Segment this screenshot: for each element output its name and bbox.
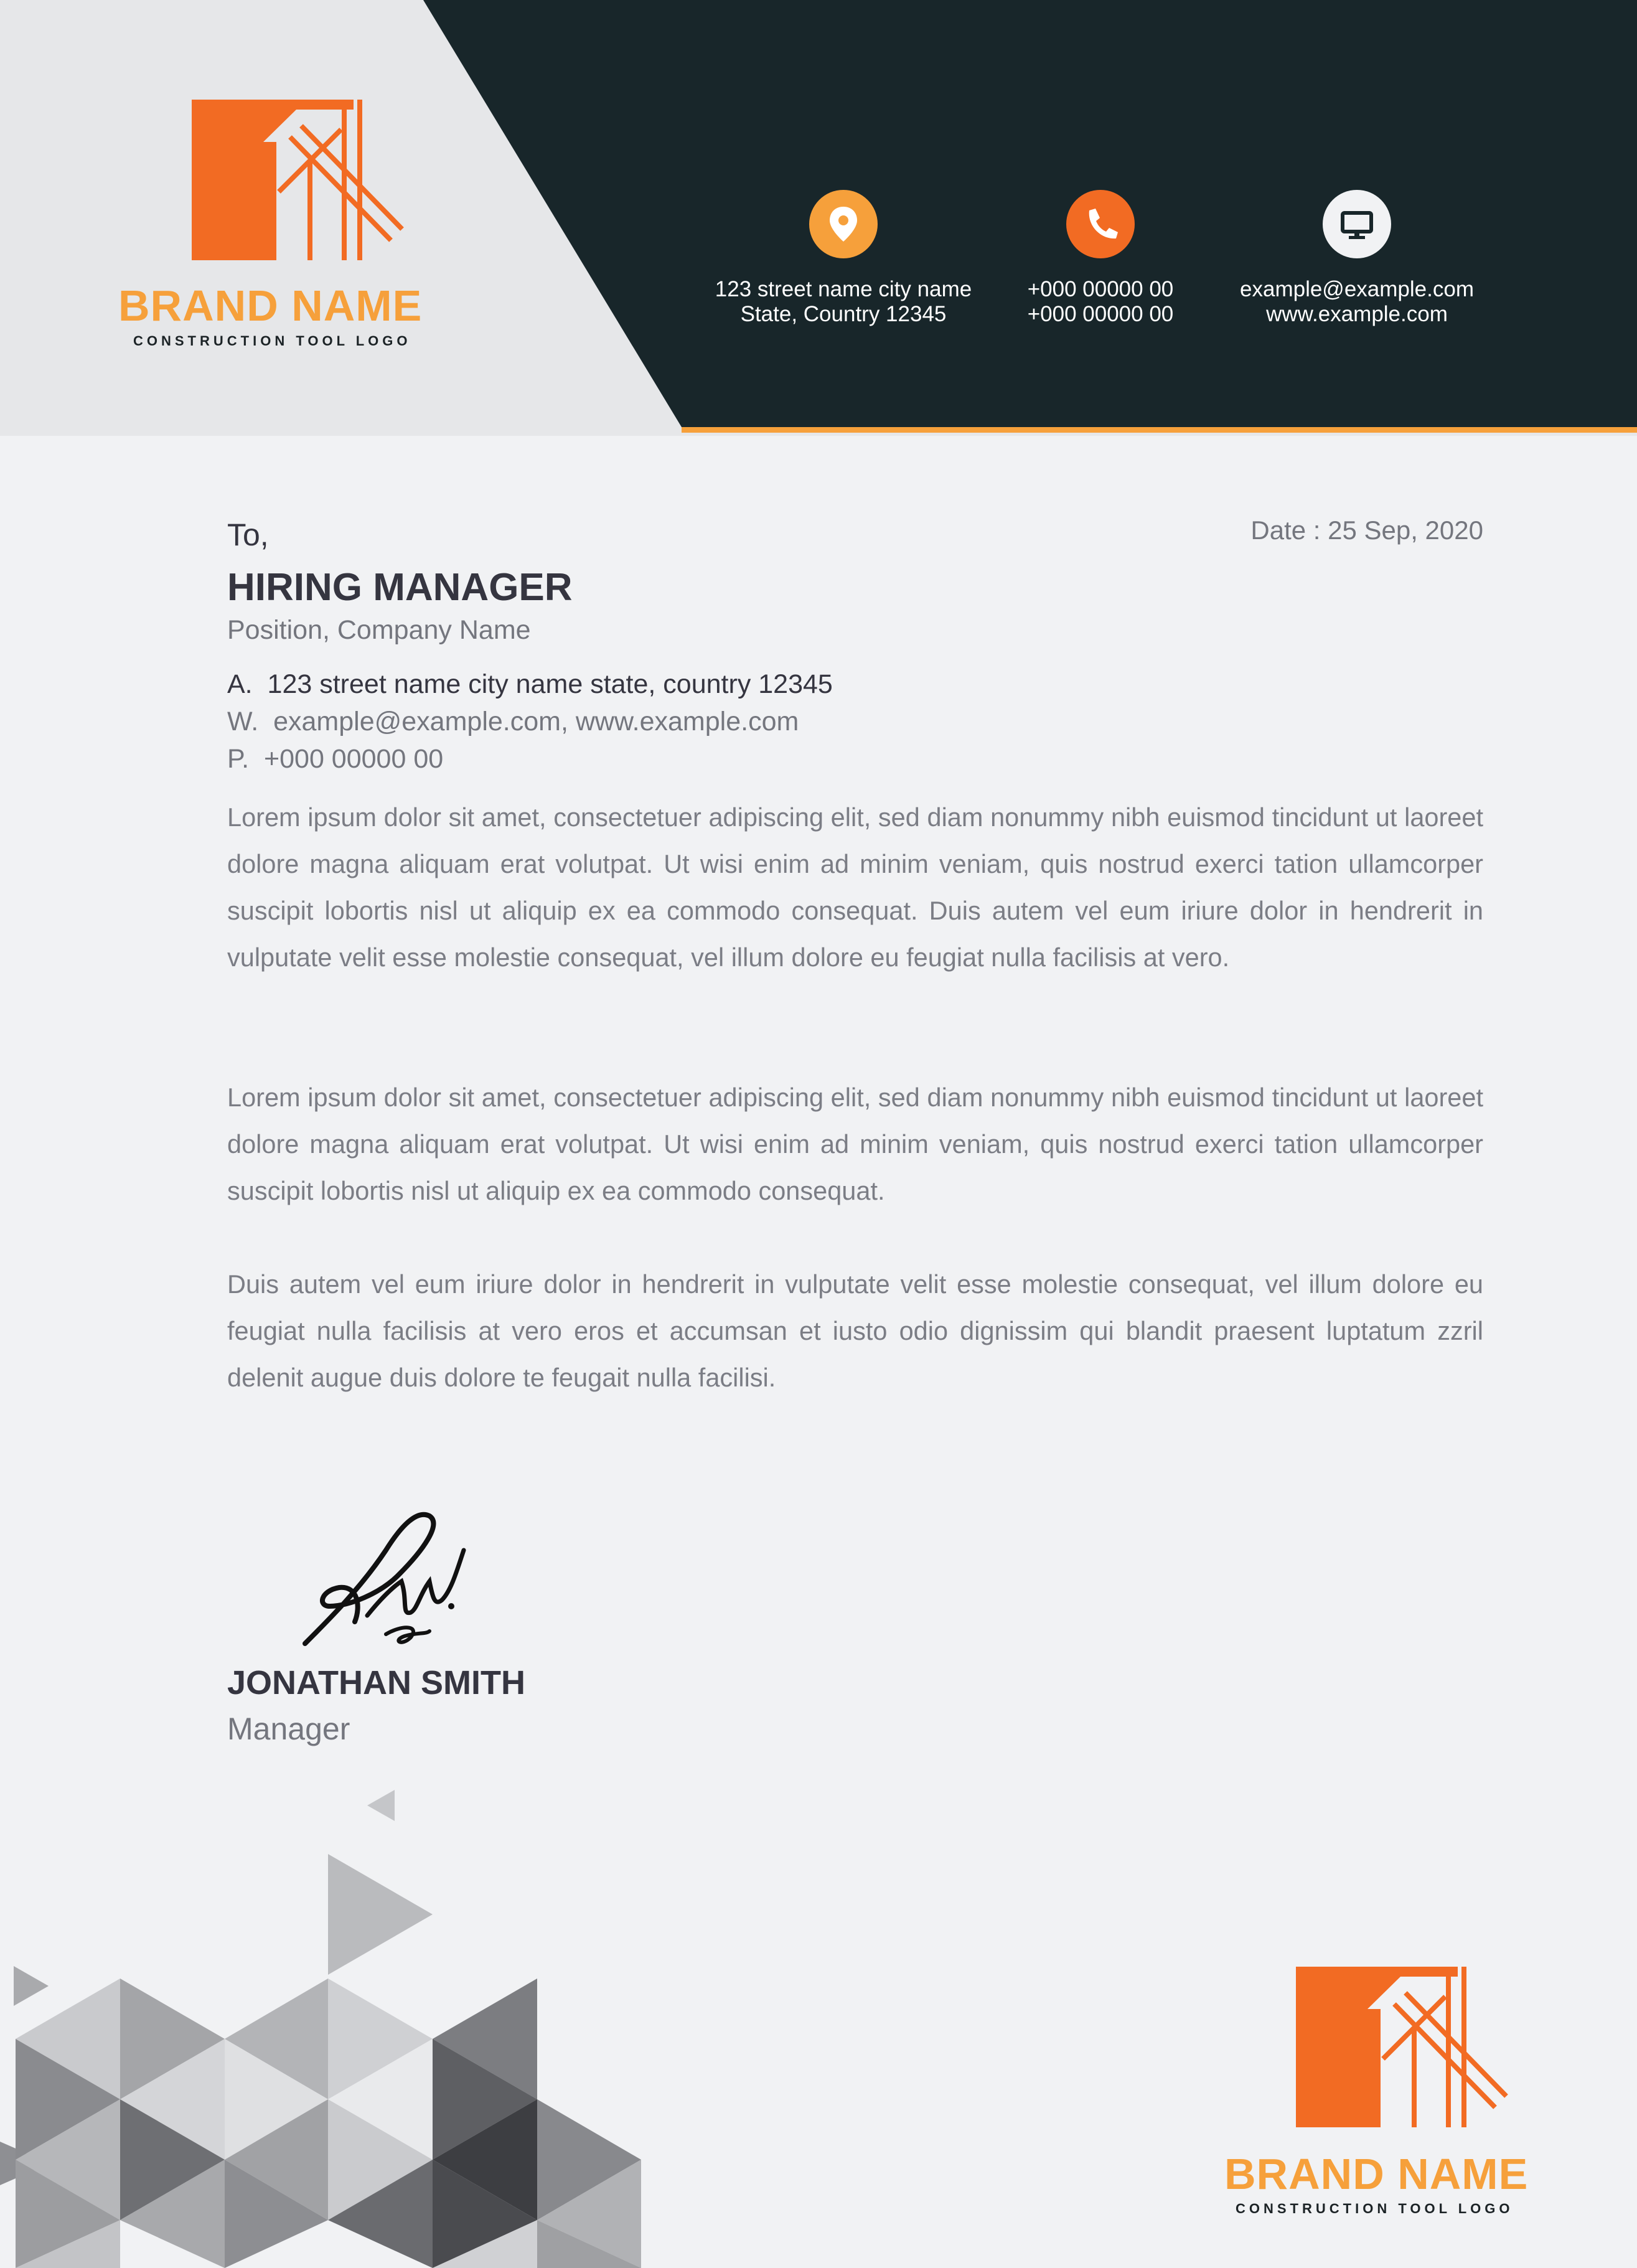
- header-logo: [118, 98, 457, 354]
- signer-name: JONATHAN SMITH: [227, 1664, 525, 1701]
- monitor-icon: [1323, 190, 1391, 258]
- recipient-name: HIRING MANAGER: [227, 566, 573, 609]
- house-logo-icon: [1296, 1965, 1514, 2134]
- footer-brand-name: BRAND NAME: [1224, 2150, 1529, 2198]
- brand-tagline: CONSTRUCTION TOOL LOGO: [133, 333, 411, 349]
- contact-email: example@example.com: [1240, 277, 1474, 301]
- body-paragraph-3: Duis autem vel eum iriure dolor in hendrerit in vulputate velit esse molestie consequat, vel illum dolore eu feugiat nulla facilisis at vero eros et accumsan et iusto odio dignissim qui blandit praesent luptatum zzril delenit augue duis dolore te feugait nulla facilisi.: [227, 1269, 1483, 1392]
- geometric-decoration: [0, 1781, 660, 2268]
- web-value: example@example.com, www.example.com: [273, 707, 799, 736]
- footer-brand-tagline: CONSTRUCTION TOOL LOGO: [1236, 2201, 1514, 2216]
- recipient-web: [227, 707, 799, 737]
- address-value: 123 street name city name state, country 12345: [267, 669, 833, 699]
- phone-icon: [1066, 190, 1135, 258]
- recipient-phone: [227, 744, 443, 774]
- contact-website: www.example.com: [1266, 302, 1448, 326]
- recipient-position: Position, Company Name: [227, 615, 531, 645]
- web-prefix: W.: [227, 707, 259, 736]
- contact-address-line-1: 123 street name city name: [715, 277, 972, 301]
- address-prefix: A.: [227, 669, 253, 699]
- signature: [293, 1507, 473, 1650]
- recipient-address: [227, 669, 833, 700]
- body-paragraph-2: Lorem ipsum dolor sit amet, consectetuer adipiscing elit, sed diam nonummy nibh euismod tincidunt ut laoreet dolore magna aliquam erat volutpat. Ut wisi enim ad minim veniam, quis nostrud exerci tation ullamcorper suscipit lobortis nisl ut aliquip ex ea commodo consequat.: [227, 1083, 1483, 1205]
- phone-prefix: P.: [227, 744, 250, 774]
- phone-value: +000 00000 00: [264, 744, 444, 774]
- footer-logo: [1223, 1965, 1559, 2221]
- contact-phone-line-1: +000 00000 00: [1027, 277, 1174, 301]
- location-pin-icon: [809, 190, 878, 258]
- contact-web: [1195, 190, 1519, 327]
- contact-address-line-2: State, Country 12345: [740, 302, 947, 326]
- contact-phone-line-2: +000 00000 00: [1027, 302, 1174, 326]
- brand-name: BRAND NAME: [118, 281, 423, 330]
- letter-date: Date : 25 Sep, 2020: [1250, 515, 1483, 545]
- body-paragraph-1: Lorem ipsum dolor sit amet, consectetuer adipiscing elit, sed diam nonummy nibh euismod tincidunt ut laoreet dolore magna aliquam erat volutpat. Ut wisi enim ad minim veniam, quis nostrud exerci tation ullamcorper suscipit lobortis nisl ut aliquip ex ea commodo consequat. Duis autem vel eum iriure dolor in hendrerit in vulputate velit esse molestie consequat, vel illum dolore eu feugiat nulla facilisis at vero.: [227, 802, 1483, 972]
- house-logo-icon: [192, 98, 410, 266]
- to-label: To,: [227, 517, 269, 552]
- signer-title: Manager: [227, 1711, 350, 1746]
